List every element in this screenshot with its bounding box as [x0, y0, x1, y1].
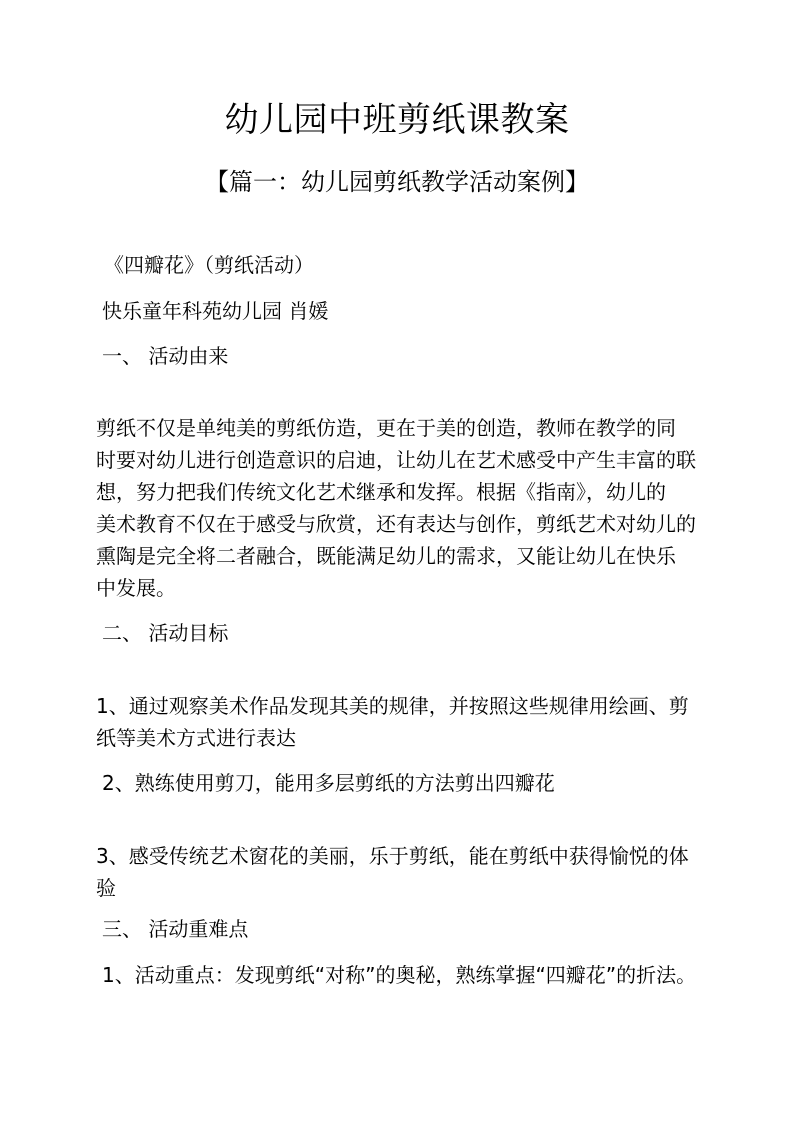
document-title: 幼儿园中班剪纸课教案 — [224, 100, 570, 140]
goal-line: 验 — [96, 876, 116, 900]
author-line: 快乐童年科苑幼儿园 肖媛 — [102, 299, 329, 323]
document-subtitle: 【篇一：幼儿园剪纸教学活动案例】 — [205, 168, 589, 196]
goal-line: 3、感受传统艺术窗花的美丽，乐于剪纸，能在剪纸中获得愉悦的体 — [96, 844, 689, 868]
origin-paragraph — [96, 412, 706, 604]
paragraph-line: 熏陶是完全将二者融合，既能满足幼儿的需求，又能让幼儿在快乐 — [96, 544, 676, 568]
section-heading-origin: 一、 活动由来 — [102, 344, 229, 368]
goal-line: 纸等美术方式进行表达 — [96, 726, 296, 750]
section-heading-keypoints: 三、 活动重难点 — [102, 917, 249, 941]
goal-line: 1、通过观察美术作品发现其美的规律，并按照这些规律用绘画、剪 — [96, 694, 689, 718]
paragraph-line: 美术教育不仅在于感受与欣赏，还有表达与创作，剪纸艺术对幼儿的 — [96, 512, 696, 536]
goal-2: 2、熟练使用剪刀，能用多层剪纸的方法剪出四瓣花 — [102, 771, 555, 795]
paragraph-line: 中发展。 — [96, 576, 176, 600]
paragraph-line: 想，努力把我们传统文化艺术继承和发挥。根据《指南》，幼儿的 — [96, 480, 666, 504]
paragraph-line: 剪纸不仅是单纯美的剪纸仿造，更在于美的创造，教师在教学的同 — [96, 416, 676, 440]
keypoint-1: 1、活动重点：发现剪纸“对称”的奥秘，熟练掌握“四瓣花”的折法。 — [102, 963, 697, 987]
section-heading-goals: 二、 活动目标 — [102, 621, 229, 645]
activity-name: 《四瓣花》（剪纸活动） — [104, 253, 314, 277]
goal-3 — [96, 840, 706, 904]
goal-1 — [96, 690, 706, 754]
paragraph-line: 时要对幼儿进行创造意识的启迪，让幼儿在艺术感受中产生丰富的联 — [96, 448, 696, 472]
